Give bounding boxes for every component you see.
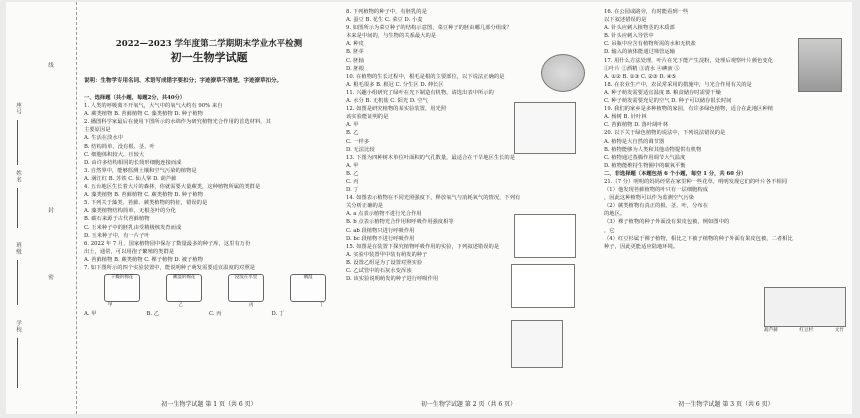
- question-line: D. 胚根: [346, 65, 365, 72]
- question-line: 出土，通常，可以用孢子繁殖的类群是: [84, 248, 175, 255]
- jar-1: 干燥的棉花: [104, 274, 140, 302]
- seat-line: [17, 120, 18, 165]
- question-line: 14. 如图表示植物在不同光照强度下，释放氧气与消耗氧气的情况，下列有: [346, 195, 521, 202]
- question-line: D. 无法比较: [346, 146, 375, 153]
- question-line: C. 乙试管中的石灰水变浑浊: [346, 268, 412, 274]
- question-line: D. bc 段植物不进行呼吸作用: [346, 235, 415, 242]
- class-line: [17, 260, 18, 305]
- seed-figure: [541, 54, 585, 92]
- question-line: D. 植物能维持生物圈中的碳氧平衡: [604, 162, 686, 169]
- seed-jars-figure: [104, 274, 326, 302]
- question-line: C. 胚轴: [346, 57, 364, 64]
- jar-2: 潮湿的棉花: [166, 274, 202, 302]
- question-line: C. 苔藓植物 D. 落叶阔叶林: [604, 122, 669, 129]
- binding-margin: [6, 2, 77, 414]
- light-intensity-figure: [511, 264, 575, 308]
- question-line: 1. 人类的呼吸离不开氧气，大气中的氧气大约有 90% 来自: [84, 103, 223, 110]
- question-line: A. 植物是大自然的调节器: [604, 138, 665, 145]
- question-line: A. 种子萌发需要适宜温度 B. 粮食储存时需要干燥: [604, 89, 721, 96]
- question-line: 19. 我们的家乡是多种植物的家园，有许多绿色植物，适合在此地区种植: [604, 106, 774, 113]
- exam-notice: 说明：生物学专用名词、术语写成错字要扣分；字迹潦草不清楚，字迹潦草扣分。: [84, 78, 283, 84]
- question-line: B. 乙: [346, 130, 359, 137]
- section-1-heading: 一、选择题（共小题，每题2分，共40分）: [84, 95, 186, 101]
- name-line: [17, 188, 18, 228]
- question-line: A. 甲: [346, 122, 359, 129]
- question-line: 3. 自然界中，能够监测土壤和空气污染的植物是: [84, 167, 197, 174]
- question-line: A. 根毛很多 B. 根冠 C. 分生区 D. 伸长区: [346, 81, 444, 88]
- question-line: D. 该实验说明萌发的种子进行呼吸作用: [346, 276, 439, 283]
- question-line: B. 碳石来源于古代苔藓植物: [84, 216, 150, 223]
- question-line: 关分析正确的是: [346, 203, 384, 210]
- question-line: B. 设置乙组是为了设置对照实验: [346, 259, 423, 266]
- question-line: ①叶片 ②酒精 ③清水 ④碘液 ⑤: [604, 65, 680, 72]
- question-line: 15. 如图是在装置下探究植物呼吸作用的实验，下列叙述错误的是: [346, 243, 500, 250]
- question-line: C. 丙: [346, 178, 359, 185]
- question-line: A. ①② B. ①③ C. ②③ D. ④⑤: [604, 73, 677, 80]
- question-line: 7. 如下图所示的四个实验装置中，能说明种子萌发需要适宜温度的对照是: [84, 264, 255, 271]
- margin-label-school: 学校: [15, 320, 21, 333]
- question-line: B. 乙: [346, 170, 359, 177]
- question-line: 20. 以下关于绿色植物的说法中，下列说法错误的是: [604, 130, 726, 137]
- question-line: C. 种子萌发需要充足的空气 D. 种子可以储存很长时间: [604, 98, 732, 105]
- page-3-questions-2: [604, 178, 848, 251]
- margin-label-class: 班级: [15, 242, 21, 255]
- page-1-questions: [84, 102, 334, 272]
- question-line: C. 玉米种子中的胚乳由受精极核发育而成: [84, 224, 182, 231]
- question-line: 8. 下列植物的种子中，有胚乳的是: [346, 9, 427, 15]
- question-line: B. 胚芽: [346, 49, 364, 56]
- plant-experiment-figure: [514, 102, 576, 154]
- question-line: 4. 五台地区生长着大片的森林，你就需要大量蕨类，这种植物所属的类群是: [84, 184, 261, 191]
- page-3-footer: 初一生物学试题 第 3 页（共 6 页）: [678, 401, 774, 408]
- school-line: [17, 338, 18, 388]
- question-line: D. 由许多结构相同的长筒形细胞连接而成: [84, 159, 182, 166]
- plant-photo-captions: 葫芦藓 红豆杉 文竹: [764, 328, 844, 333]
- question-line: C. 细胞体积较大，且较大: [84, 151, 145, 158]
- question-line: A. 蚕豆 B. 花生 C. 菜豆 D. 小麦: [346, 17, 423, 24]
- question-line: A. 实验中装置甲中装有萌发的种子: [346, 251, 428, 258]
- page-1-footer: 初一生物学试题 第 1 页（共 6 页）: [161, 401, 257, 408]
- question-line: B. 针头应刺入导管中: [604, 33, 654, 40]
- margin-label-line: 线: [47, 62, 53, 69]
- question-line: （3）裸子植物的种子外面没有果皮包被，例如图中的: [604, 219, 730, 226]
- question-line: 9. 如图所示为菜豆种子的结构示意图，菜豆种子的胚由哪几部分组成？: [346, 25, 512, 32]
- question-line: D. 输入的液体能通过筛管运输: [604, 49, 675, 56]
- question-line: A. 种皮: [346, 41, 364, 48]
- question-line: 该实验能证明的是: [346, 114, 389, 121]
- question-line: 13. 下图为四种树木单位叶面积的气孔数量，最适合在干旱地区生长的是: [346, 154, 516, 161]
- tree-drip-photo: [798, 38, 842, 92]
- page-2-footer: 初一生物学试题 第 2 页（共 6 页）: [420, 401, 517, 408]
- question-line: 6. 2022 年 7 月，国家植物园中保存了数量最多的种子库，这里有万份: [84, 240, 251, 247]
- question-line: 12. 如图是研究植物的某实验装置，用光照: [346, 106, 447, 113]
- question-line: （4）红豆杉属于裸子植物，相比之下被子植物的种子外面有果皮包被，二者相比: [604, 235, 793, 242]
- question-line: 18. 在农业生产中，农民常采用的措施中，与光合作用有关的是: [604, 81, 752, 88]
- jar-4: 潮湿: [290, 274, 326, 302]
- question-line: 本来是中间的，与生物的关系最大的是: [346, 33, 437, 40]
- question-line: A. 生活在淡水中: [84, 135, 123, 142]
- stomata-bar-figure: [514, 214, 576, 258]
- question-line: B. 结构简单，没有根、茎、叶: [84, 143, 155, 150]
- question-line: 21.（7 分）明明的妈妈经常在家里种一些花草，明明发现它们的叶片各不相同: [604, 178, 787, 185]
- question-line: C. 吊瓶中应含有植物所需的水和无机盐: [604, 41, 696, 48]
- question-line: A. 苔藓植物 B. 蕨类植物 C. 裸子植物 D. 被子植物: [84, 256, 203, 263]
- question-line: （2）蕨类植物有真正的根、茎、叶，分布在: [604, 203, 709, 210]
- question-line: 11. 兴趣小组研究了绿叶在光下制造有机物，请选出表中所示的: [346, 89, 494, 96]
- margin-label-seal: 封: [47, 207, 53, 214]
- margin-label-secret: 密: [47, 274, 53, 281]
- question-line: ，因此这种植物可以作为监测空气污染: [604, 195, 695, 202]
- question-line: C. 植物通过蒸腾作用调节大气温度: [604, 154, 686, 161]
- question-line: （1）他发现苔藓植物的叶只有一层细胞构成: [604, 187, 709, 194]
- question-line: 2. 播图科学家最后在使用下图所示的水绵作为研究植物光合作用的首选材料，其: [84, 119, 271, 126]
- question-line: 主要原因是: [84, 127, 111, 134]
- question-line: B. b 点表示植物光合作用和呼吸作用强度相等: [346, 219, 454, 226]
- question-line: A. 水分 B. 无机盐 C. 阳光 D. 空气: [346, 98, 428, 105]
- question-line: 种子，因此更能适应陆地环境。: [604, 243, 679, 250]
- question-line: 的地区。: [604, 211, 626, 218]
- question-line: A. 针头应刺入植物茎的木质部: [604, 25, 675, 32]
- respiration-tubes-figure: [511, 320, 563, 368]
- question-line: A. 藻类植物结构简单，无根茎叶的分化: [84, 208, 176, 215]
- question-line: 16. 在公园或路旁，有时能看到一些: [604, 9, 689, 15]
- exam-subject-title: 初一生物学试题: [170, 51, 248, 64]
- jar-3: 浸没在水里: [228, 274, 264, 302]
- page-1: [84, 8, 334, 318]
- question-line: 以下叙述错误的是: [604, 17, 647, 24]
- plant-photos: [764, 287, 846, 327]
- question-line: 10. 在植物的生长过程中，根毛是根的主要部位，以下说法正确的是: [346, 73, 505, 80]
- question-line: ，它: [604, 227, 615, 234]
- question-line: A. 蕨类植物 B. 苔藓植物 C. 藻类植物 D. 种子植物: [84, 111, 203, 118]
- question-line: 5. 下列关于藻类、苔藓、蕨类植物的特征，错误的是: [84, 200, 208, 207]
- exam-sheet: [6, 2, 852, 414]
- question-line: D. 玉米种子中，有一片子叶: [84, 232, 150, 239]
- question-line: A. 杨树 B. 针叶林: [604, 114, 647, 121]
- question-line: A. 藻类植物 B. 苔藓植物 C. 蕨类植物 D. 种子植物: [84, 192, 203, 199]
- question-line: B. 植物能够为人类和其他动物提供有机物: [604, 146, 702, 153]
- margin-label-seat: 座号: [15, 102, 21, 115]
- margin-label-name: 姓名: [15, 170, 21, 183]
- q7-options: A. 甲 B. 乙 C. 丙 D. 丁: [84, 311, 285, 318]
- section-2-heading: 二、非选择题（本题包括 6 个小题，每空 1 分，共 60 分）: [604, 170, 747, 177]
- question-line: C. 一样多: [346, 138, 370, 145]
- question-line: C. ab 段植物只进行呼吸作用: [346, 227, 415, 234]
- question-line: A. 满江红 B. 苏铁 C. 仙人掌 D. 葫芦藓: [84, 175, 177, 182]
- question-line: D. 丁: [346, 187, 359, 194]
- question-line: A. a 点表示植物不进行光合作用: [346, 211, 422, 218]
- exam-year-title: 2022—2023 学年度第二学期期末学业水平检测: [115, 39, 303, 49]
- question-line: 17. 用什么方法处理，叶片在光下能产生淀粉，处理后观察叶片颜色变化: [604, 57, 774, 64]
- jar-captions: 甲 乙 丙 丁: [108, 303, 324, 309]
- question-line: A. 甲: [346, 162, 359, 169]
